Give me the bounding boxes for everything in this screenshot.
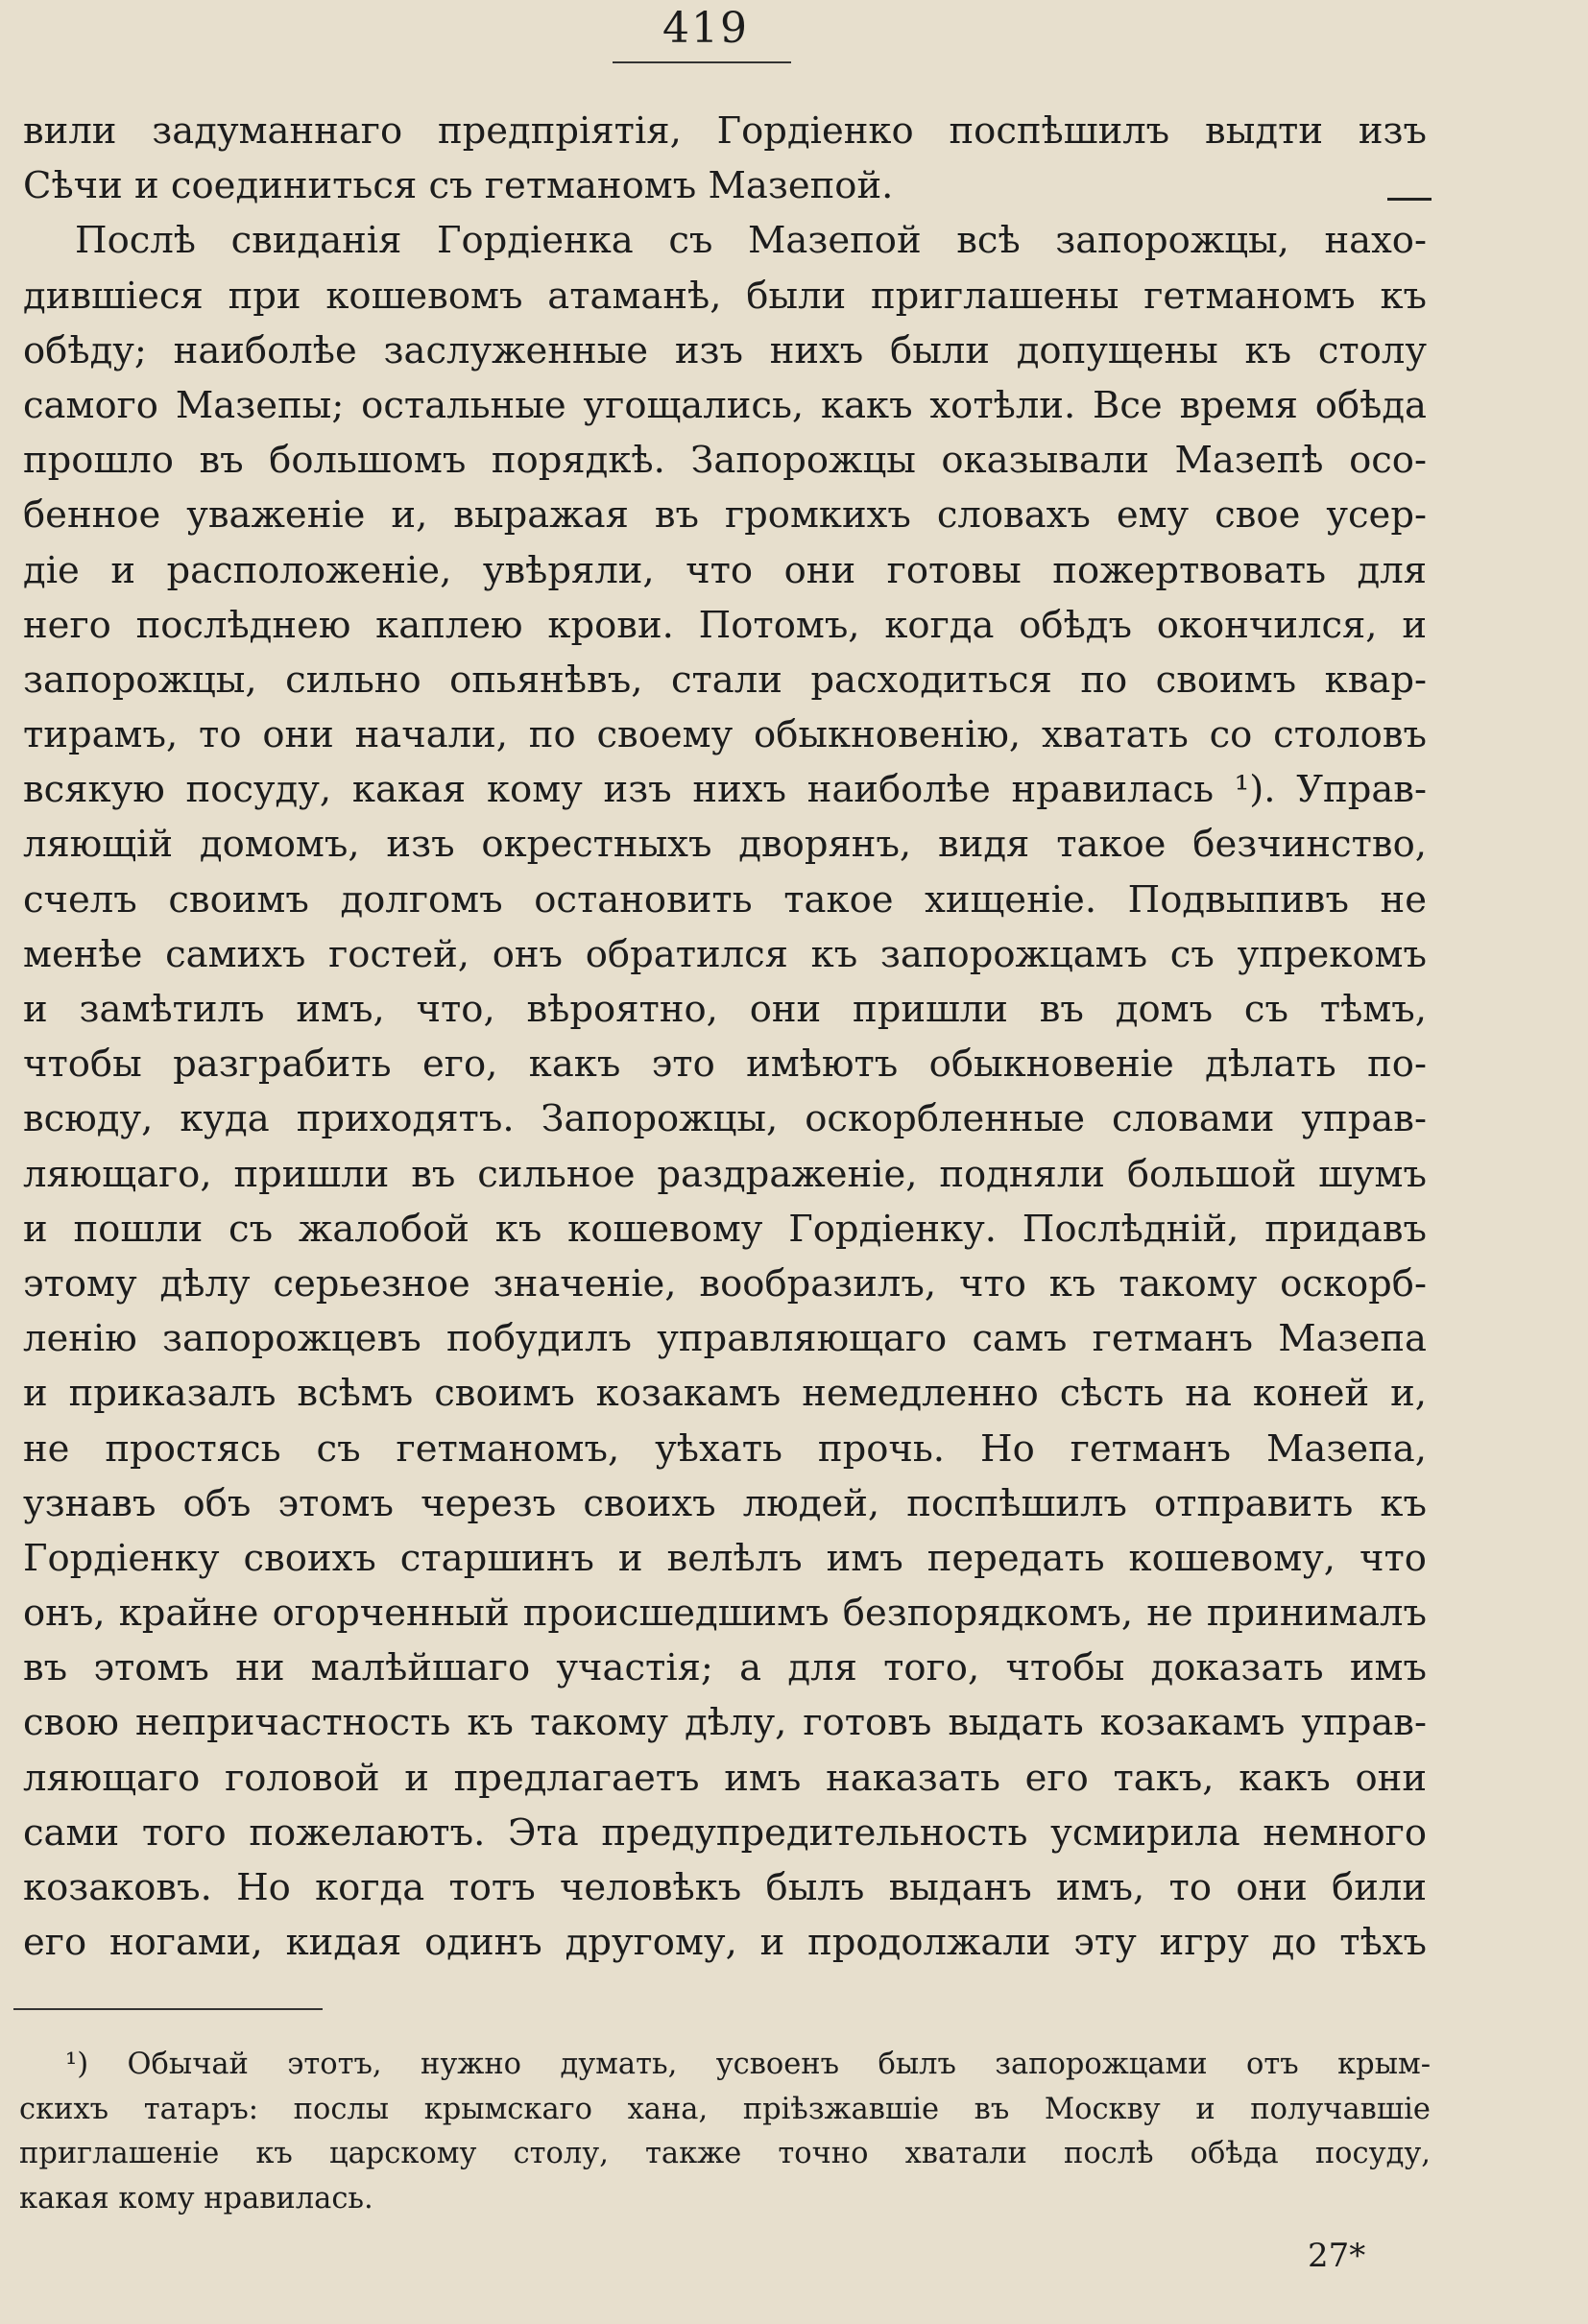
text-line: ляющій домомъ, изъ окрестныхъ дворянъ, видя такое безчинство, (23, 823, 1427, 867)
text-line: тирамъ, то они начали, по своему обыкновенію, хватать со столовъ (23, 713, 1427, 757)
text-line: вили задуманнаго предпріятія, Гордіенко поспѣшилъ выдти изъ (23, 109, 1427, 153)
text-line: козаковъ. Но когда тотъ человѣкъ былъ выданъ имъ, то они били (23, 1866, 1427, 1909)
text-line: и пошли съ жалобой къ кошевому Гордіенку. Послѣдній, придавъ (23, 1207, 1427, 1251)
text-line: менѣе самихъ гостей, онъ обратился къ запорожцамъ съ упрекомъ (23, 932, 1427, 976)
text-line: свою непричастность къ такому дѣлу, готовъ выдать козакамъ управ- (23, 1701, 1427, 1745)
text-line: бенное уваженіе и, выражая въ громкихъ словахъ ему свое усер- (23, 493, 1427, 538)
text-line: всякую посуду, какая кому изъ нихъ наиболѣе нравилась ¹). Управ- (23, 768, 1427, 812)
text-line: Гордіенку своихъ старшинъ и велѣлъ имъ передать кошевому, что (23, 1536, 1427, 1580)
text-line: запорожцы, сильно опьянѣвъ, стали расходиться по своимъ квар- (23, 658, 1427, 702)
text-line: его ногами, кидая одинъ другому, и продолжали эту игру до тѣхъ (23, 1921, 1427, 1965)
footnote-line: ¹) Обычай этотъ, нужно думать, усвоенъ былъ запорожцами отъ крым- (65, 2048, 1431, 2081)
text-line: этому дѣлу серьезное значеніе, вообразилъ, что къ такому оскорб- (23, 1261, 1427, 1306)
text-line: ляющаго, пришли въ сильное раздраженіе, подняли большой шумъ (23, 1152, 1427, 1196)
footnote-line: скихъ татаръ: послы крымскаго хана, пріѣзжавшіе въ Москву и получавшіе (19, 2092, 1431, 2126)
text-line: онъ, крайне огорченный происшедшимъ безпорядкомъ, не принималъ (23, 1592, 1427, 1636)
text-line: самого Мазепы; остальные угощались, какъ хотѣли. Все время обѣда (23, 383, 1427, 427)
signature-mark: 27* (1308, 2237, 1366, 2275)
text-line: него послѣднею каплею крови. Потомъ, когда обѣдъ окончился, и (23, 603, 1427, 647)
text-line: дившіеся при кошевомъ атаманѣ, были приглашены гетманомъ къ (23, 274, 1427, 318)
text-line: счелъ своимъ долгомъ остановить такое хищеніе. Подвыпивъ не (23, 877, 1427, 922)
text-line: ляющаго головой и предлагаетъ имъ наказать его такъ, какъ они (23, 1756, 1427, 1800)
body-text (23, 104, 1427, 1970)
text-line: Сѣчи и соединиться съ гетманомъ Мазепой. (23, 164, 894, 208)
text-line: ленію запорожцевъ побудилъ управляющаго самъ гетманъ Мазепа (23, 1317, 1427, 1361)
text-line: прошло въ большомъ порядкѣ. Запорожцы оказывали Мазепѣ осо- (23, 439, 1427, 483)
footnote-line: какая кому нравилась. (19, 2181, 373, 2216)
text-line: и приказалъ всѣмъ своимъ козакамъ немедленно сѣсть на коней и, (23, 1372, 1427, 1416)
footnotes (19, 2043, 1431, 2221)
footnote-rule (13, 2008, 323, 2010)
text-line: въ этомъ ни малѣйшаго участія; а для того, чтобы доказать имъ (23, 1646, 1427, 1690)
page-number: 419 (662, 4, 749, 53)
text-line: всюду, куда приходятъ. Запорожцы, оскорбленные словами управ- (23, 1097, 1427, 1141)
text-line: и замѣтилъ имъ, что, вѣроятно, они пришли въ домъ съ тѣмъ, (23, 988, 1427, 1031)
text-line: не простясь съ гетманомъ, уѣхать прочь. Но гетманъ Мазепа, (23, 1426, 1427, 1471)
text-line: Послѣ свиданія Гордіенка съ Мазепой всѣ запорожцы, нахо- (75, 219, 1427, 263)
text-line: діе и расположеніе, увѣряли, что они готовы пожертвовать для (23, 548, 1427, 592)
text-line: чтобы разграбить его, какъ это имѣютъ обыкновеніе дѣлать по- (23, 1042, 1427, 1087)
text-line: сами того пожелаютъ. Эта предупредительность усмирила немного (23, 1810, 1427, 1855)
text-line: узнавъ объ этомъ черезъ своихъ людей, поспѣшилъ отправить къ (23, 1481, 1427, 1525)
footnote-line: приглашеніе къ царскому столу, также точно хватали послѣ обѣда посуду, (19, 2137, 1431, 2170)
header-rule (613, 61, 791, 63)
text-line: обѣду; наиболѣе заслуженные изъ нихъ были допущены къ столу (23, 328, 1427, 372)
